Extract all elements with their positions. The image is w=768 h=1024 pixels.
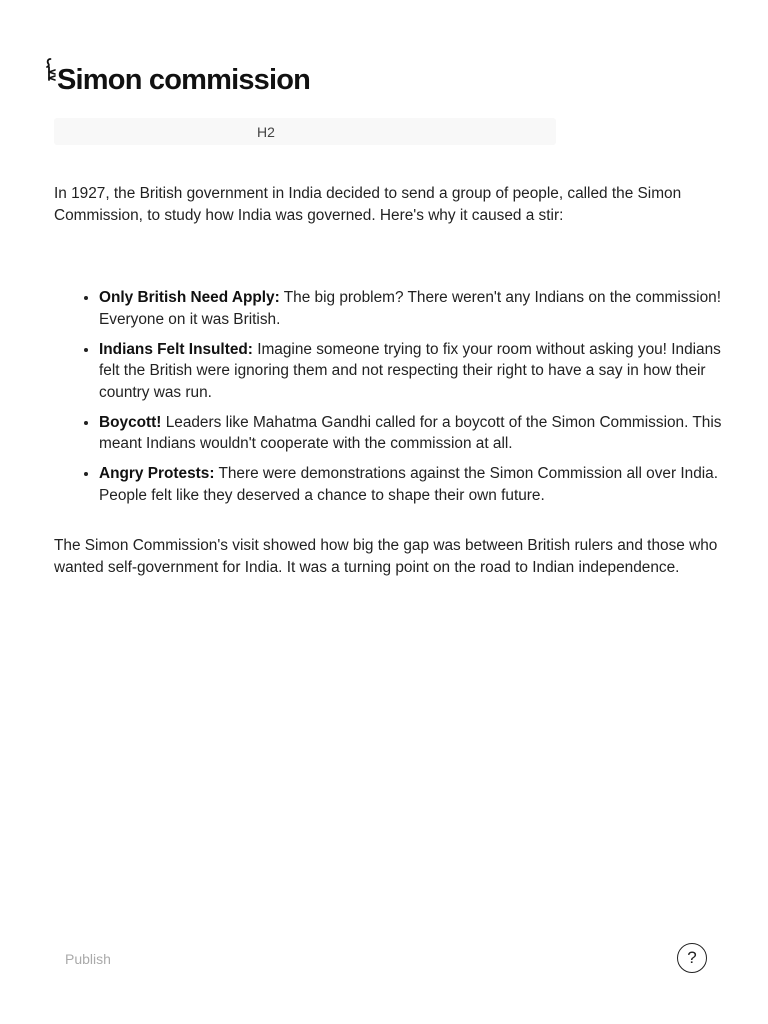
block-type-label: H2 — [257, 123, 275, 140]
intro-paragraph[interactable]: In 1927, the British government in India decided to send a group of people, called the Simon Commission, to study how India was governed. Here's why it caused a stir: — [54, 185, 682, 224]
drag-handle-icon[interactable] — [44, 56, 58, 88]
bullet-heading: Boycott! — [99, 413, 162, 431]
list-item[interactable] — [99, 463, 724, 506]
bullet-heading: Angry Protests: — [99, 465, 215, 482]
bullet-heading: Only British Need Apply: — [99, 289, 280, 306]
help-button[interactable] — [677, 943, 707, 973]
list-item[interactable] — [99, 412, 724, 455]
bullet-text: Leaders like Mahatma Gandhi called for a boycott of the Simon Commission. This meant Indians wouldn't cooperate with the commission at all. — [99, 413, 722, 452]
block-type-bar[interactable] — [54, 118, 556, 145]
bullet-text: Imagine someone trying to fix your room without asking you! Indians felt the British were ignoring them and not respecting their right to have a say in how their country was run. — [99, 340, 721, 401]
bullet-text: There were demonstrations against the Simon Commission all over India. People felt like they deserved a chance to shape their own future. — [99, 465, 719, 504]
bullet-text: The big problem? There weren't any Indians on the commission! Everyone on it was British. — [99, 289, 721, 328]
question-circle-icon: ? — [687, 948, 697, 967]
bullet-heading: Indians Felt Insulted: — [99, 340, 253, 358]
title-row — [44, 56, 310, 95]
outro-paragraph[interactable]: The Simon Commission's visit showed how big the gap was between British rulers and those who wanted self-government for India. It was a turning point on the road to Indian independence. — [54, 537, 718, 576]
page-title[interactable]: Simon commission — [57, 64, 311, 96]
bullet-list — [54, 287, 724, 515]
list-item[interactable] — [99, 287, 724, 330]
publish-button[interactable]: Publish — [65, 951, 111, 967]
list-item[interactable] — [99, 339, 724, 404]
